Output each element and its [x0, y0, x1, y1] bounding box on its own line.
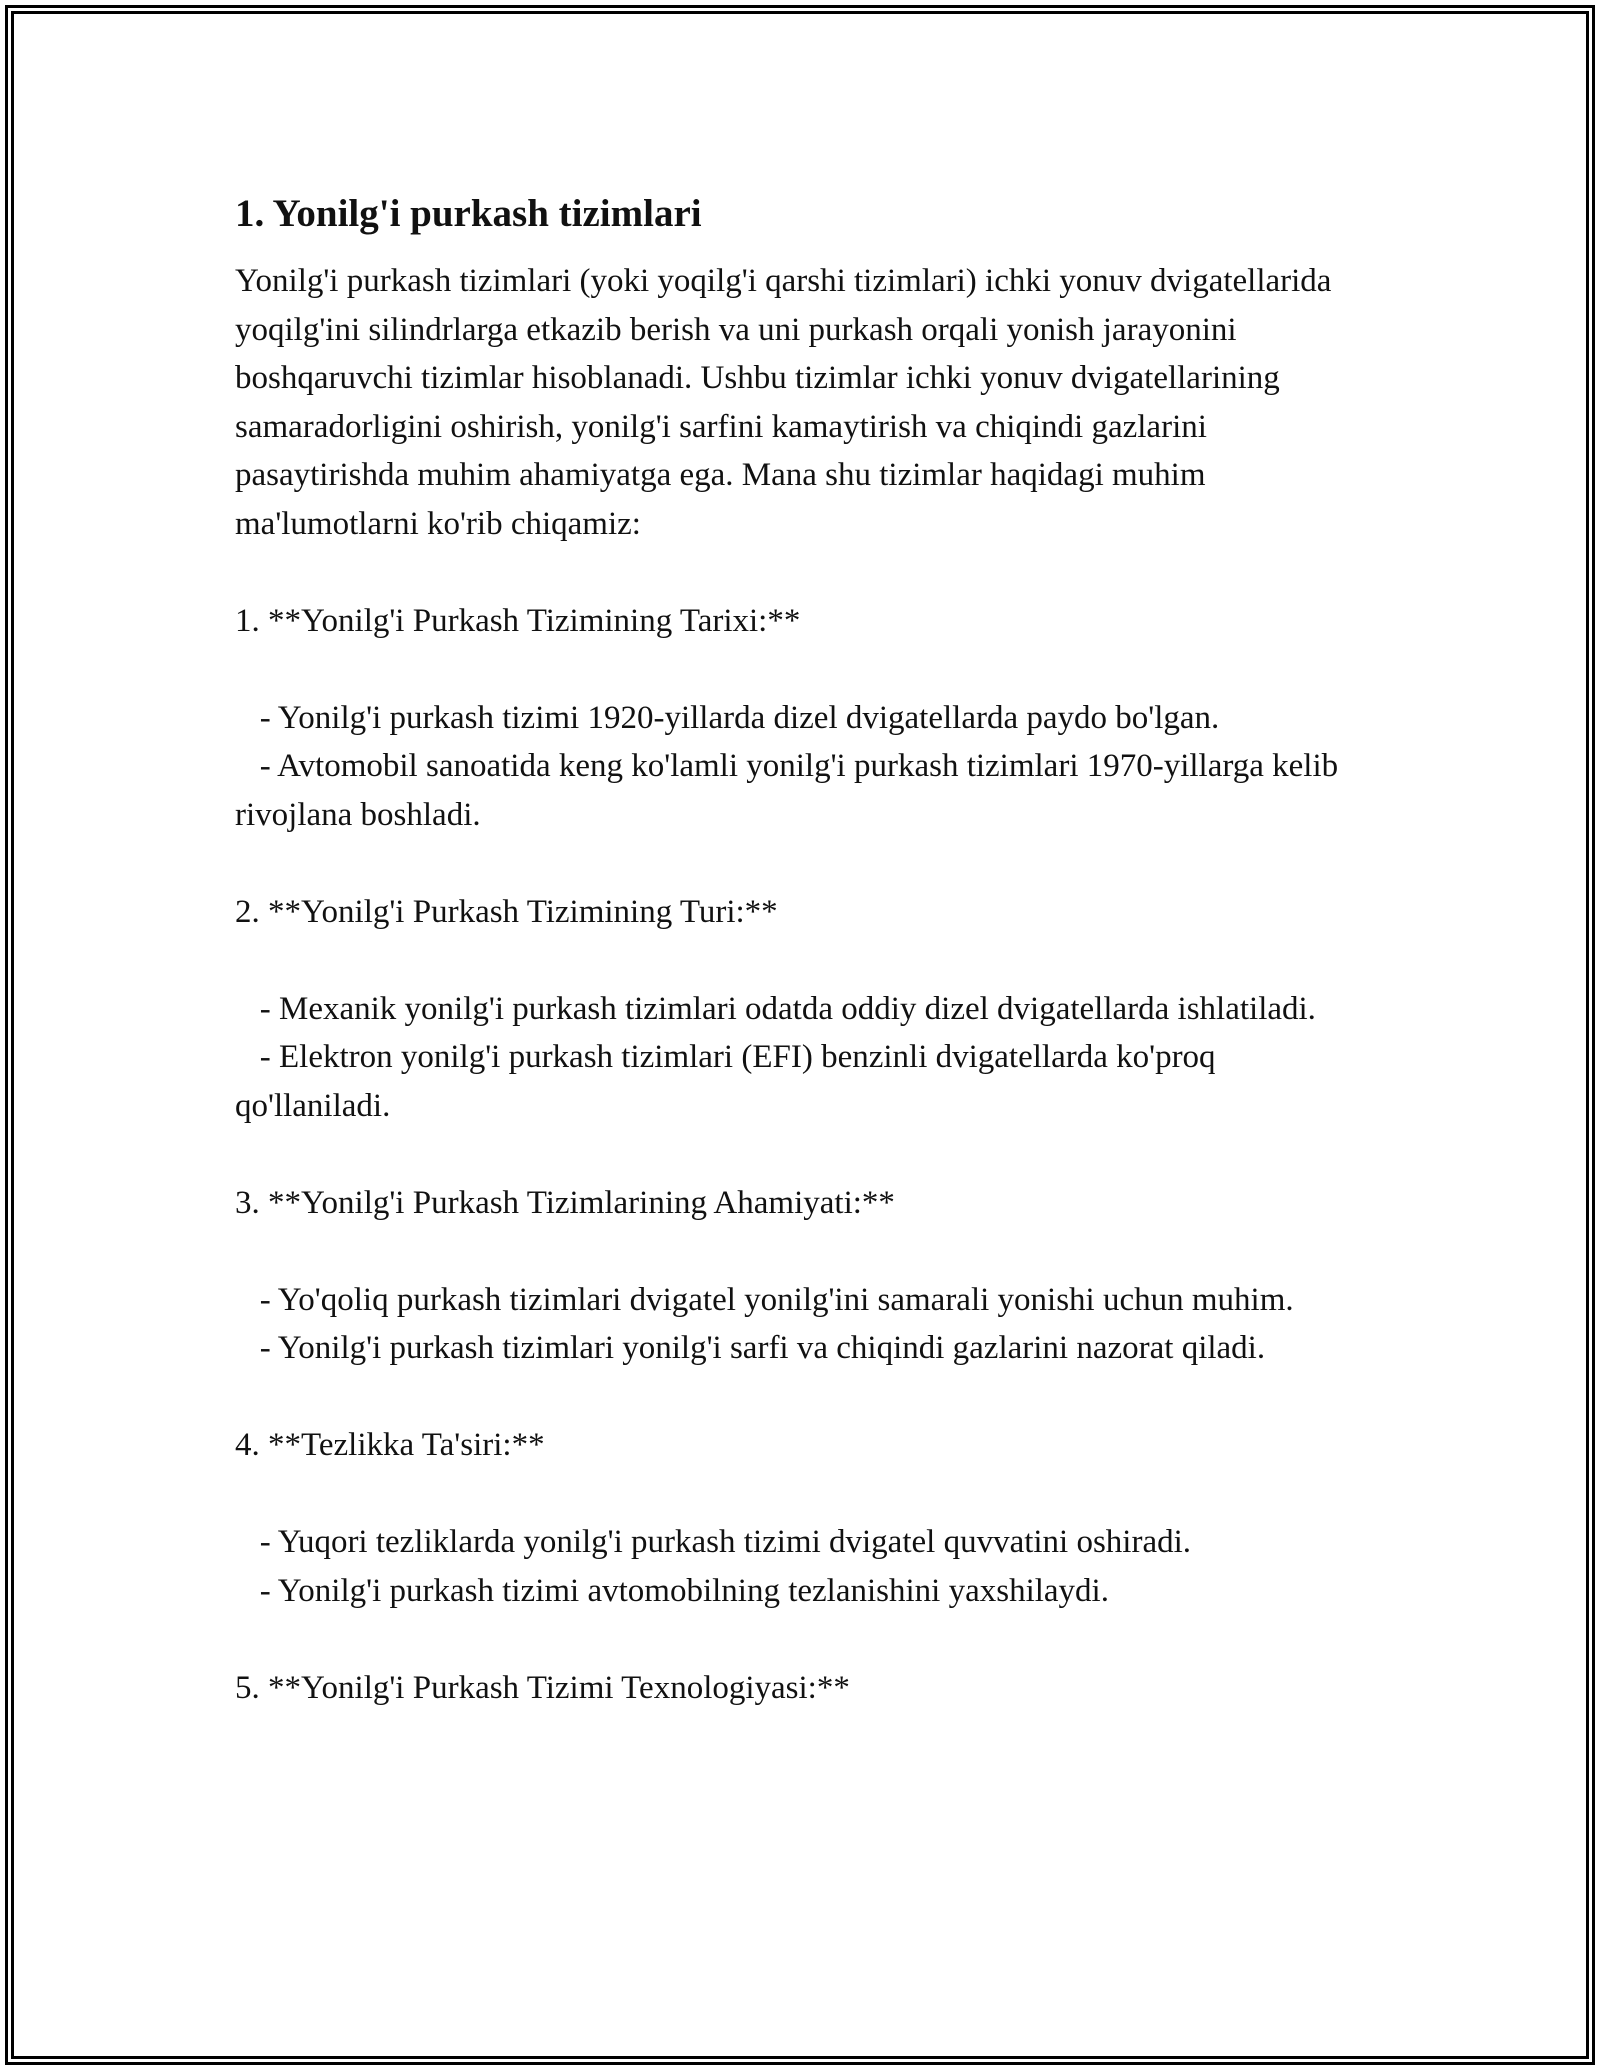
section-title-technology: 5. **Yonilg'i Purkash Tizimi Texnologiyasi:**: [235, 1669, 850, 1706]
document-body: [235, 185, 1355, 1712]
document-heading: 1. Yonilg'i purkash tizimlari: [235, 192, 702, 235]
spacer: [235, 645, 1355, 694]
list-item: - Yonilg'i purkash tizimi 1920-yillarda dizel dvigatellarda paydo bo'lgan.: [235, 699, 1220, 736]
list-item: - Mexanik yonilg'i purkash tizimlari odatda oddiy dizel dvigatellarda ishlatiladi.: [235, 990, 1316, 1027]
section-title-importance: 3. **Yonilg'i Purkash Tizimlarining Ahamiyati:**: [235, 1184, 895, 1221]
list-item: - Yo'qoliq purkash tizimlari dvigatel yonilg'ini samarali yonishi uchun muhim.: [235, 1281, 1294, 1318]
section-title-types: 2. **Yonilg'i Purkash Tizimining Turi:**: [235, 893, 778, 930]
list-item: - Avtomobil sanoatida keng ko'lamli yonilg'i purkash tizimlari 1970-yillarga kelib rivojlana boshladi.: [235, 748, 1347, 833]
spacer: [235, 1615, 1355, 1664]
intro-paragraph: Yonilg'i purkash tizimlari (yoki yoqilg'i qarshi tizimlari) ichki yonuv dvigatellarida yoqilg'ini silindrlarga etkazib berish va uni purkash orqali yonish jarayonini boshqaruvchi tizimlar hisoblanadi. Ushbu tizimlar ichki yonuv dvigatellarining samaradorligini oshirish, yonilg'i sarfini kamaytirish va chiqindi gazlarini pasaytirishda muhim ahamiyatga ega. Mana shu tizimlar haqidagi muhim ma'lumotlarni ko'rib chiqamiz:: [235, 263, 1340, 542]
list-item: - Yonilg'i purkash tizimlari yonilg'i sarfi va chiqindi gazlarini nazorat qiladi.: [235, 1330, 1266, 1366]
spacer: [235, 936, 1355, 985]
section-title-history: 1. **Yonilg'i Purkash Tizimining Tarixi:**: [235, 602, 801, 639]
spacer: [235, 548, 1355, 597]
spacer: [235, 1373, 1355, 1422]
section-title-speed: 4. **Tezlikka Ta'siri:**: [235, 1427, 545, 1463]
list-item: - Yonilg'i purkash tizimi avtomobilning tezlanishini yaxshilaydi.: [235, 1572, 1109, 1609]
spacer: [235, 1130, 1355, 1179]
list-item: - Yuqori tezliklarda yonilg'i purkash tizimi dvigatel quvvatini oshiradi.: [235, 1524, 1192, 1560]
spacer: [235, 839, 1355, 888]
spacer: [235, 1227, 1355, 1276]
list-item: - Elektron yonilg'i purkash tizimlari (EFI) benzinli dvigatellarda ko'proq qo'llaniladi.: [235, 1039, 1224, 1124]
spacer: [235, 1470, 1355, 1519]
